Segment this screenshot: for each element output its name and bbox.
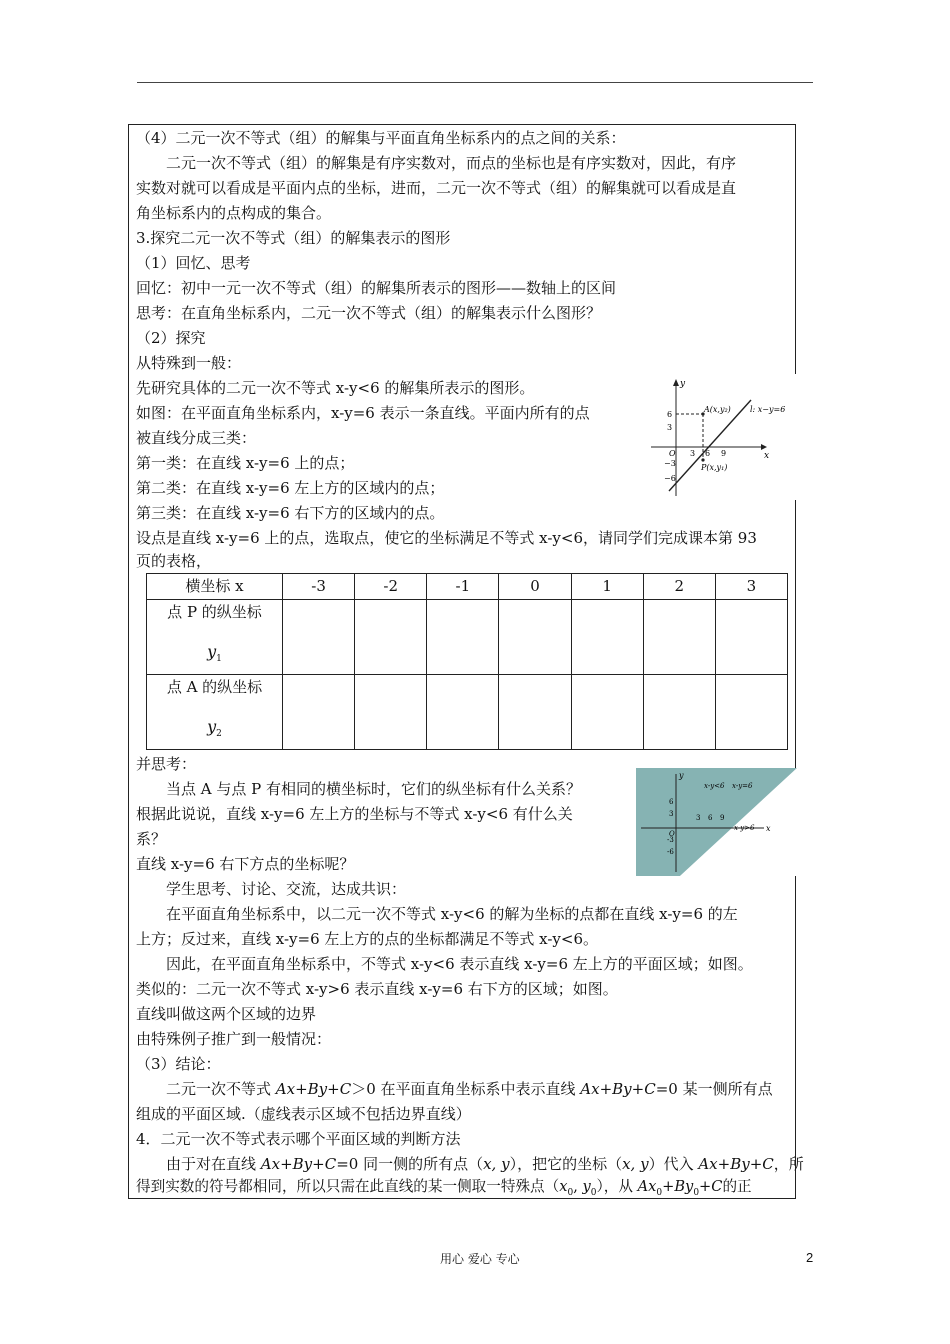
- text-line: 页的表格，: [136, 552, 212, 570]
- text-line: 学生思考、讨论、交流，达成共识：: [166, 880, 407, 898]
- tick-x: 6: [705, 449, 711, 458]
- tick-x: 6: [708, 814, 713, 822]
- table-cell[interactable]: [643, 675, 715, 750]
- table-header-cell: -1: [427, 574, 499, 600]
- text-span: ，所: [773, 1155, 804, 1173]
- tick-x: 3: [690, 449, 696, 458]
- tick-y: 3: [669, 810, 674, 818]
- text-line: 思考：在直角坐标系内，二元一次不等式（组）的解集表示什么图形？: [136, 304, 602, 322]
- text-line: 第三类：在直线 x-y=6 右下方的区域内的点。: [136, 504, 445, 522]
- math-expression: Ax+By+C: [260, 1155, 337, 1173]
- tick-y: -6: [667, 848, 674, 856]
- text-span: ），从: [596, 1178, 638, 1195]
- text-line: 由特殊例子推广到一般情况：: [136, 1030, 332, 1048]
- table-cell[interactable]: [355, 675, 427, 750]
- figure-region-graph: [636, 768, 797, 876]
- text-line: [166, 1077, 773, 1101]
- table-cell[interactable]: [643, 600, 715, 675]
- row-symbol: [147, 715, 282, 746]
- table-cell[interactable]: [355, 600, 427, 675]
- math-expression: Ax+By+C: [275, 1080, 352, 1098]
- tick-y: 6: [667, 410, 673, 419]
- table-row-label: [147, 675, 283, 750]
- text-span: 由于对在直线: [166, 1155, 261, 1173]
- region-label-upper: x-y<6: [704, 782, 725, 790]
- text-span: ,: [573, 1178, 583, 1195]
- table-header-cell: 1: [571, 574, 643, 600]
- math-expression: Ax: [637, 1178, 657, 1195]
- text-line: 因此，在平面直角坐标系中，不等式 x-y<6 表示直线 x-y=6 左上方的平面区域；如图。: [166, 955, 753, 973]
- math-expression: +C: [699, 1178, 723, 1195]
- axis-label-x: x: [766, 824, 771, 833]
- y-axis-arrow: [673, 379, 679, 386]
- subscript: 0: [590, 1187, 597, 1198]
- text-line: （3）结论：: [136, 1055, 221, 1073]
- math-expression: +By: [662, 1178, 694, 1195]
- table-row: [147, 600, 788, 675]
- row-label-text: 点 P 的纵坐标: [167, 603, 262, 621]
- math-expression: Ax+By+C: [698, 1155, 774, 1173]
- text-line: 组成的平面区域.（虚线表示区域不包括边界直线）: [136, 1105, 471, 1123]
- row-symbol-subscript: 1: [216, 654, 222, 665]
- text-line: 实数对就可以看成是平面内点的坐标，进而，二元一次不等式（组）的解集就可以看成是直: [136, 179, 737, 197]
- text-line: 从特殊到一般：: [136, 354, 242, 372]
- table-cell[interactable]: [571, 675, 643, 750]
- row-symbol-subscript: 2: [216, 729, 222, 740]
- tick-x: 9: [720, 814, 725, 822]
- text-line: 先研究具体的二元一次不等式 x-y<6 的解集所表示的图形。: [136, 379, 535, 397]
- table-cell[interactable]: [283, 675, 355, 750]
- table-header-cell: 0: [499, 574, 571, 600]
- table-cell[interactable]: [427, 675, 499, 750]
- table-row: [147, 675, 788, 750]
- table-cell[interactable]: [499, 675, 571, 750]
- point-P-label: P(x,y₁): [701, 463, 728, 472]
- text-line: 如图：在平面直角坐标系内，x-y=6 表示一条直线。平面内所有的点: [136, 404, 590, 422]
- axis-label-x: x: [764, 451, 770, 461]
- text-span: ）代入: [648, 1155, 699, 1173]
- math-expression: x, y: [483, 1155, 510, 1173]
- line-label: l: x−y=6: [750, 405, 786, 414]
- row-symbol-letter: y: [207, 717, 217, 736]
- text-line: 第一类：在直线 x-y=6 上的点；: [136, 454, 355, 472]
- text-line: 并思考：: [136, 755, 197, 773]
- table-header-cell: 3: [715, 574, 787, 600]
- text-line: 二元一次不等式（组）的解集是有序实数对，而点的坐标也是有序实数对，因此，有序: [166, 154, 737, 172]
- math-var: x: [559, 1178, 568, 1195]
- math-var: y: [582, 1178, 591, 1195]
- text-span: 二元一次不等式: [166, 1080, 276, 1098]
- text-line: 角坐标系内的点构成的集合。: [136, 204, 332, 222]
- text-line: （4）二元一次不等式（组）的解集与平面直角坐标系内的点之间的关系：: [136, 129, 626, 147]
- table-cell[interactable]: [715, 675, 787, 750]
- subscript: 0: [656, 1187, 663, 1198]
- text-line: （1）回忆、思考: [136, 254, 251, 272]
- text-line: 回忆：初中一元一次不等式（组）的解集所表示的图形——数轴上的区间: [136, 279, 617, 297]
- text-span: =0 同一侧的所有点（: [336, 1155, 484, 1173]
- table-cell[interactable]: [715, 600, 787, 675]
- header-rule: [137, 82, 813, 83]
- text-span: 得到实数的符号都相同，所以只需在此直线的某一侧取一特殊点（: [136, 1178, 560, 1195]
- figure-line-graph: [643, 374, 797, 500]
- row-symbol: [147, 640, 282, 671]
- tick-y: -3: [667, 836, 674, 844]
- text-line: 系？: [136, 830, 167, 848]
- text-line: 根据此说说，直线 x-y=6 左上方的坐标与不等式 x-y<6 有什么关: [136, 805, 573, 823]
- table-header-cell: -2: [355, 574, 427, 600]
- axis-label-y: y: [680, 379, 686, 389]
- row-symbol-letter: y: [207, 642, 217, 661]
- tick-y: 3: [667, 423, 673, 432]
- origin-label: O: [669, 830, 675, 838]
- tick-x: 9: [721, 449, 727, 458]
- region-label-lower: x-y>6: [734, 824, 755, 832]
- tick-y: −6: [664, 474, 676, 483]
- section-heading: 4．二元一次不等式表示哪个平面区域的判断方法: [136, 1130, 461, 1148]
- table-header-cell: -3: [283, 574, 355, 600]
- tick-y: 6: [669, 798, 674, 806]
- text-line: 第二类：在直线 x-y=6 左上方的区域内的点；: [136, 479, 445, 497]
- table-cell[interactable]: [283, 600, 355, 675]
- text-line: [136, 1175, 752, 1205]
- text-line: 直线 x-y=6 右下方点的坐标呢？: [136, 855, 355, 873]
- table-cell[interactable]: [571, 600, 643, 675]
- tick-y: −3: [664, 459, 676, 468]
- table-cell[interactable]: [499, 600, 571, 675]
- text-span: =0 某一侧所有点: [655, 1080, 773, 1098]
- axis-label-y: y: [679, 771, 684, 780]
- table-header-cell: 2: [643, 574, 715, 600]
- text-line: 被直线分成三类：: [136, 429, 257, 447]
- footer-text: 用心 爱心 专心: [440, 1252, 520, 1266]
- table-row: [147, 574, 788, 600]
- text-line: 设点是直线 x-y=6 上的点，选取点，使它的坐标满足不等式 x-y<6，请同学们完成课本第 93: [136, 529, 757, 547]
- subscript: 0: [693, 1187, 700, 1198]
- table-row-label: [147, 600, 283, 675]
- x-axis-arrow: [761, 444, 767, 450]
- boundary-label: x-y=6: [732, 782, 753, 790]
- origin-label: O: [669, 449, 676, 458]
- math-expression: Ax+By+C: [580, 1080, 656, 1098]
- point-A-label: A(x,y₂): [704, 405, 731, 414]
- text-span: ），把它的坐标（: [509, 1155, 623, 1173]
- table-cell[interactable]: [427, 600, 499, 675]
- subscript: 0: [567, 1187, 574, 1198]
- table-header-cell: 横坐标 x: [147, 574, 283, 600]
- text-span: 的正: [722, 1178, 752, 1195]
- text-line: [166, 1152, 804, 1176]
- text-line: 当点 A 与点 P 有相同的横坐标时，它们的纵坐标有什么关系？: [166, 780, 582, 798]
- row-label-text: 点 A 的纵坐标: [166, 678, 263, 696]
- text-line: 直线叫做这两个区域的边界: [136, 1005, 317, 1023]
- text-line: 上方；反过来，直线 x-y=6 左上方的点的坐标都满足不等式 x-y<6。: [136, 930, 599, 948]
- text-line: 类似的：二元一次不等式 x-y>6 表示直线 x-y=6 右下方的区域；如图。: [136, 980, 618, 998]
- coordinate-table: [146, 573, 788, 750]
- math-expression: x, y: [622, 1155, 649, 1173]
- text-line: （2）探究: [136, 329, 206, 347]
- text-span: ＞0 在平面直角坐标系中表示直线: [351, 1080, 581, 1098]
- section-heading: 3.探究二元一次不等式（组）的解集表示的图形: [136, 229, 451, 247]
- text-line: 在平面直角坐标系中，以二元一次不等式 x-y<6 的解为坐标的点都在直线 x-y=6 的左: [166, 905, 738, 923]
- point-P: [701, 458, 704, 461]
- page-number: 2: [806, 1250, 814, 1265]
- tick-x: 3: [696, 814, 701, 822]
